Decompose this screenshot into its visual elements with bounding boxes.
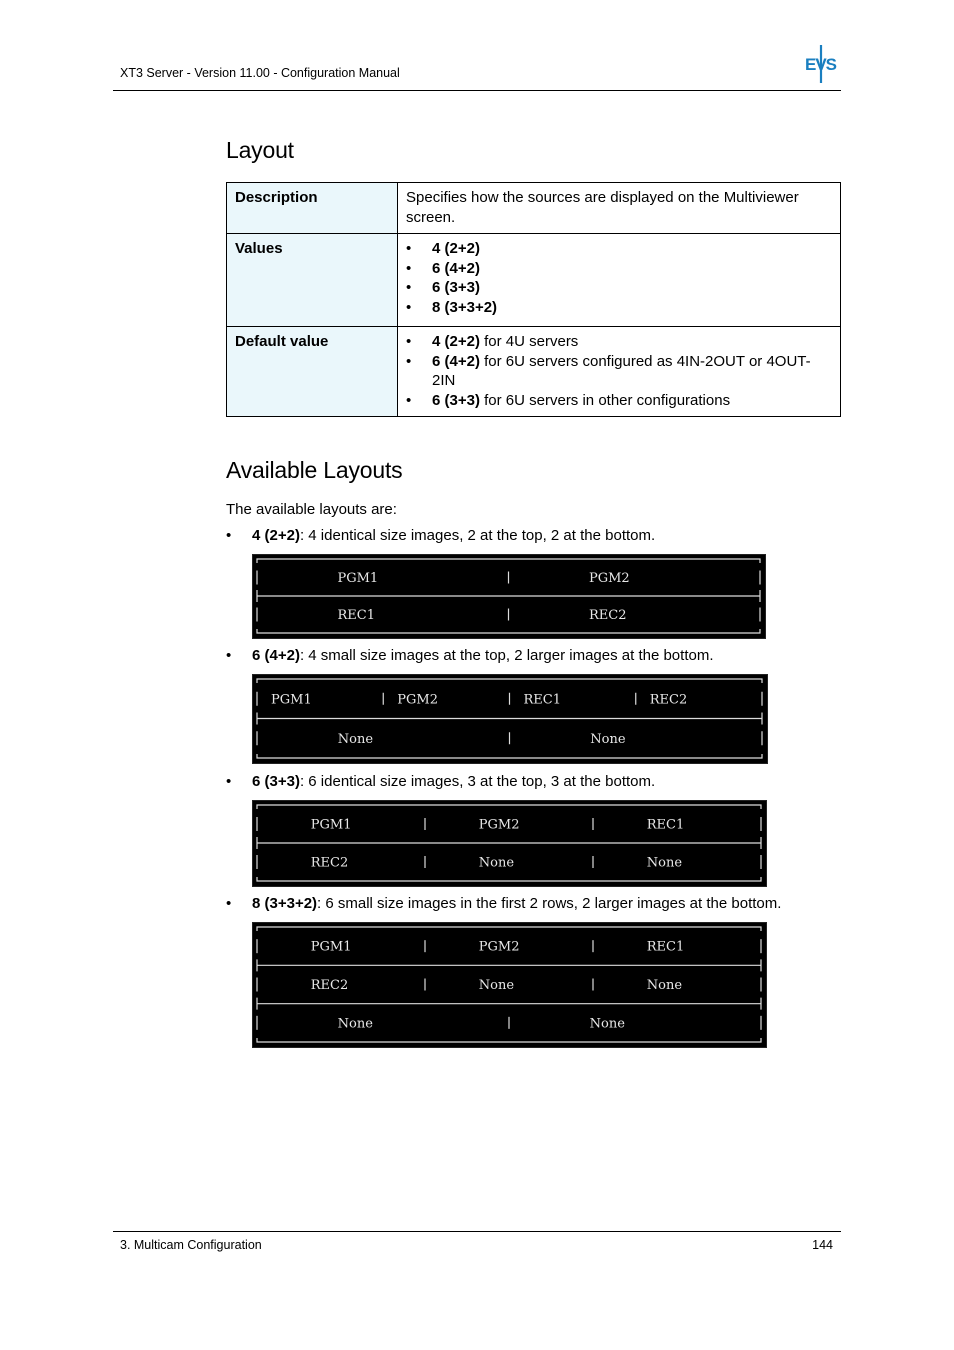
list-item: • 6 (3+3) for 6U servers in other configurations [406, 391, 832, 411]
source-label: PGM2 [397, 692, 438, 708]
list-item: • 6 (4+2) [406, 259, 832, 279]
intro-text: The available layouts are: [226, 501, 397, 518]
layout-screen-graphic [253, 801, 766, 886]
source-label: REC2 [588, 608, 627, 623]
page-number: 144 [812, 1238, 833, 1252]
layout-screen-6-3-3 [252, 800, 767, 887]
layout-screen-graphic [253, 923, 766, 1047]
table-row [227, 327, 841, 417]
layout-screen-6-4-2 [252, 674, 768, 764]
list-item: • 6 (4+2) for 6U servers configured as 4IN-2OUT or 4OUT-2IN [406, 352, 832, 391]
frame-top [257, 805, 761, 809]
source-label: REC2 [649, 692, 688, 708]
description-label: Description [227, 183, 398, 234]
frame-bottom [257, 629, 760, 633]
frame-top [257, 559, 760, 563]
row-separator [257, 713, 762, 725]
row-separator [257, 837, 761, 849]
source-label: PGM2 [588, 571, 630, 586]
table-row [227, 183, 841, 234]
row-separator [257, 959, 761, 971]
source-label: None [337, 731, 374, 747]
list-item: • 4 (2+2) for 4U servers [406, 332, 832, 352]
layout-screen-graphic [253, 555, 765, 638]
layout-screen-graphic [253, 675, 767, 763]
source-label: REC2 [310, 978, 349, 993]
row-separator [257, 998, 761, 1010]
table-row [227, 234, 841, 327]
default-list [406, 332, 832, 410]
evs-logo-icon [804, 44, 838, 84]
source-label: None [478, 855, 515, 871]
frame-bottom [257, 754, 762, 758]
default-cell [398, 327, 841, 417]
section-heading-available-layouts: Available Layouts [226, 457, 403, 483]
source-label: REC1 [646, 817, 685, 833]
list-item: • 4 (2+2) [406, 239, 832, 259]
footer-chapter: 3. Multicam Configuration [120, 1238, 262, 1252]
source-label: REC1 [523, 692, 561, 708]
values-label: Values [227, 234, 398, 327]
source-label: None [590, 731, 626, 747]
row-separator [257, 590, 760, 602]
layout-screen-8-3-3-2 [252, 922, 767, 1048]
source-label: None [646, 855, 683, 871]
svg-text:EVS: EVS [805, 55, 837, 74]
source-label: PGM2 [478, 817, 520, 833]
header-rule [113, 90, 841, 91]
running-header: XT3 Server - Version 11.00 - Configuration Manual [120, 66, 400, 80]
source-label: REC2 [310, 855, 349, 871]
default-label: Default value [227, 327, 398, 417]
layout-screen-4-2-2 [252, 554, 766, 639]
source-label: PGM1 [310, 817, 352, 833]
footer-rule [113, 1231, 841, 1232]
source-label: REC1 [337, 608, 375, 623]
source-label: None [589, 1016, 625, 1032]
values-list [406, 239, 832, 317]
frame-bottom [257, 877, 761, 881]
source-label: PGM1 [271, 692, 312, 708]
source-label: PGM1 [310, 939, 352, 955]
source-label: None [337, 1016, 373, 1032]
source-label: PGM1 [337, 571, 379, 586]
source-label: REC1 [646, 939, 685, 955]
source-label: PGM2 [478, 939, 520, 955]
values-cell [398, 234, 841, 327]
source-label: None [646, 978, 683, 993]
parameter-table [226, 182, 841, 417]
section-heading-layout: Layout [226, 137, 294, 163]
list-item: • 6 (3+3) [406, 278, 832, 298]
description-value: Specifies how the sources are displayed on the Multiviewer screen. [398, 183, 841, 234]
source-label: None [478, 978, 515, 993]
frame-top [257, 679, 762, 683]
list-item: • 8 (3+3+2) [406, 298, 832, 318]
frame-top [257, 927, 761, 931]
frame-bottom [257, 1038, 761, 1042]
